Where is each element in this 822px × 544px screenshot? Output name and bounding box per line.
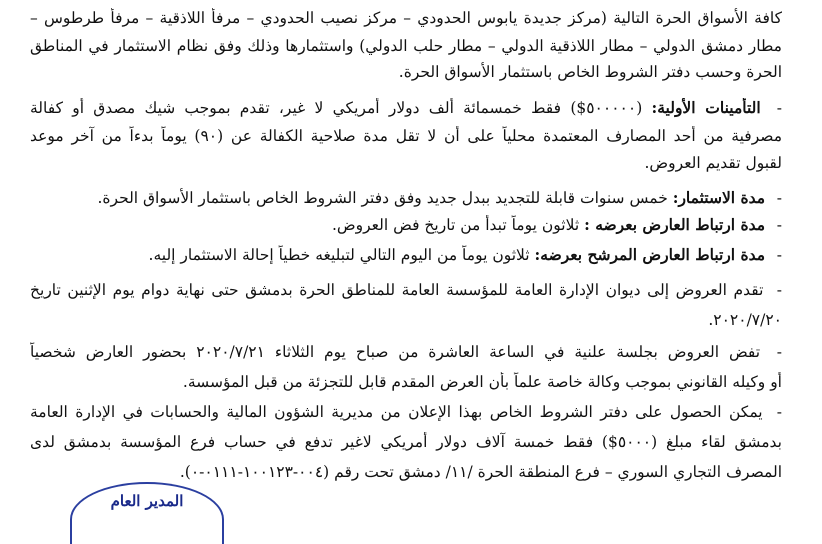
stamp-title: المدير العام bbox=[110, 492, 184, 510]
text-line: بدمشق لقاء مبلغ (٥٠٠٠$) فقط خمسة آلاف دولار أمريكي لاغير تدفع في حساب فرع المؤسسة بدمشق لدى bbox=[30, 433, 782, 451]
nominee-commitment-line bbox=[30, 245, 782, 265]
submission-line bbox=[30, 280, 782, 300]
submission-date: ٢٠٢٠/٧/٢٠. bbox=[708, 311, 782, 329]
insurance-line bbox=[30, 98, 782, 118]
insurance-label: التأمينات الأولية: bbox=[651, 98, 761, 117]
text-line: مطار دمشق الدولي – مطار اللاذقية الدولي – مطار حلب الدولي) واستثمارها وذلك وفق نظام الاستثمار في المناطق bbox=[30, 37, 782, 55]
bullet-dash: - bbox=[776, 246, 782, 264]
conditions-book-line bbox=[30, 402, 782, 422]
investment-period-text: خمس سنوات قابلة للتجديد ببدل جديد وفق دفتر الشروط الخاص باستثمار الأسواق الحرة. bbox=[97, 189, 668, 207]
conditions-book-text: يمكن الحصول على دفتر الشروط الخاص بهذا الإعلان من مديرية الشؤون المالية والحسابات في الإدارة العامة bbox=[30, 403, 763, 421]
nominee-commitment-text: ثلاثون يوماً من اليوم التالي لتبليغه خطياً إحالة الاستثمار إليه. bbox=[148, 246, 530, 264]
text-line: مصرفية من أحد المصارف المعتمدة محلياً على أن لا تقل مدة صلاحية الكفالة عن (٩٠) يوماً بدءاً من آخر موعد bbox=[30, 127, 782, 145]
investment-period-label: مدة الاستثمار: bbox=[672, 188, 766, 207]
submission-text: تقدم العروض إلى ديوان الإدارة العامة للمؤسسة العامة للمناطق الحرة بدمشق حتى نهاية دوام يوم الإثنين تاريخ bbox=[30, 281, 764, 299]
bidder-commitment-line bbox=[30, 215, 782, 235]
text-line: كافة الأسواق الحرة التالية (مركز جديدة يابوس الحدودي – مركز نصيب الحدودي – مرفأ اللاذقية – مرفأ طرطوس – bbox=[30, 9, 782, 27]
investment-period-line bbox=[30, 188, 782, 208]
bullet-dash: - bbox=[776, 99, 782, 117]
bullet-dash: - bbox=[776, 189, 782, 207]
text-line: أو وكيله القانوني بموجب وكالة خاصة علماً بأن العرض المقدم قابل للتجزئة من قبل المؤسسة. bbox=[182, 373, 782, 391]
text-line: لقبول تقديم العروض. bbox=[644, 154, 782, 172]
bullet-dash: - bbox=[776, 343, 782, 361]
insurance-amount: (٥٠٠٠٠٠$) bbox=[570, 99, 643, 117]
text-line: المصرف التجاري السوري – فرع المنطقة الحرة /١١/ دمشق تحت رقم (٠٠٤-١٠٠١٢٣-٠١١١-٠). bbox=[179, 463, 782, 481]
bullet-dash: - bbox=[776, 281, 782, 299]
opening-line bbox=[30, 342, 782, 362]
bidder-commitment-label: مدة ارتباط العارض بعرضه : bbox=[584, 215, 766, 234]
opening-text: تفض العروض بجلسة علنية في الساعة العاشرة من صباح يوم الثلاثاء ٢٠٢٠/٧/٢١ بحضور العارض شخصياً bbox=[30, 343, 761, 361]
text-line: الحرة وحسب دفتر الشروط الخاص باستثمار الأسواق الحرة. bbox=[398, 63, 782, 81]
bidder-commitment-text: ثلاثون يوماً تبدأ من تاريخ فض العروض. bbox=[331, 216, 580, 234]
official-stamp bbox=[70, 482, 224, 544]
bullet-dash: - bbox=[776, 216, 782, 234]
nominee-commitment-label: مدة ارتباط العارض المرشح بعرضه: bbox=[534, 245, 766, 264]
bullet-dash: - bbox=[776, 403, 782, 421]
insurance-text: فقط خمسمائة ألف دولار أمريكي لا غير، تقدم بموجب شيك مصدق أو كفالة bbox=[30, 99, 562, 117]
